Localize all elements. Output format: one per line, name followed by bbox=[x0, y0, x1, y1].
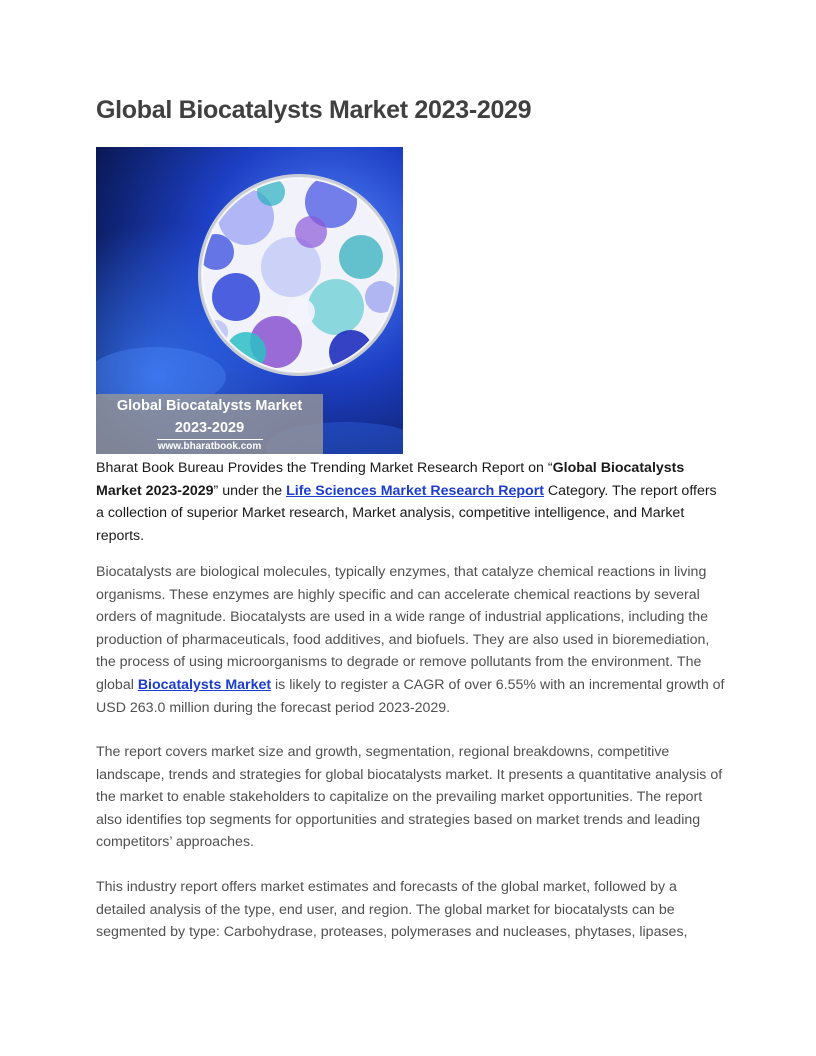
intro-text-1: Bharat Book Bureau Provides the Trending Market Research Report on “ bbox=[96, 460, 553, 476]
page-title: Global Biocatalysts Market 2023-2029 bbox=[96, 96, 532, 124]
description-paragraph-2: The report covers market size and growth, segmentation, regional breakdowns, competitive landscape, trends and strategies for global biocatalysts market. It presents a quantitative analysis of the market to enable stakeholders to capitalize on the prevailing market opportunities. The report also identifies top segments for opportunities and strategies based on market trends and leading competitors’ approaches. bbox=[96, 744, 723, 851]
intro-paragraph bbox=[96, 457, 726, 547]
cover-caption-title-line1: Global Biocatalysts Market bbox=[116, 398, 303, 414]
intro-text-2: ” under the bbox=[213, 482, 287, 499]
biocatalysts-market-link[interactable]: Biocatalysts Market bbox=[137, 676, 272, 693]
p1-text-before-link: Biocatalysts are biological molecules, typically enzymes, that catalyze chemical reactions in living organisms. These enzymes are highly specific and can accelerate chemical reactions by several orders of magnitude. Biocatalysts are used in a wide range of industrial applications, including the production of pharmaceuticals, food additives, and biofuels. They are also used in bioremediation, the process of using microorganisms to degrade or remove pollutants from the environment. The global bbox=[96, 564, 710, 693]
cover-caption-title-line2: 2023-2029 bbox=[174, 420, 245, 436]
cover-caption bbox=[96, 394, 323, 454]
description-paragraph-3: This industry report offers market estimates and forecasts of the global market, followed by a detailed analysis of the type, end user, and region. The global market for biocatalysts can be segmented by type: Carbohydrase, proteases, polymerases and nucleases, phytases, lipases, bbox=[96, 879, 688, 941]
intro-text-3: Category. The report offers a collection of superior Market research, Market analysis, competitive intelligence, and Market reports. bbox=[96, 482, 717, 544]
p1-text-after-link: is likely to register a CAGR of over 6.55% with an incremental growth of USD 263.0 million during the forecast period 2023-2029. bbox=[96, 676, 725, 716]
cover-caption-url: www.bharatbook.com bbox=[157, 441, 262, 452]
description-paragraph-1 bbox=[96, 561, 726, 719]
category-link[interactable]: Life Sciences Market Research Report bbox=[286, 482, 544, 499]
report-name: Global Biocatalysts Market 2023-2029 bbox=[96, 460, 685, 499]
cover-image bbox=[96, 147, 403, 454]
